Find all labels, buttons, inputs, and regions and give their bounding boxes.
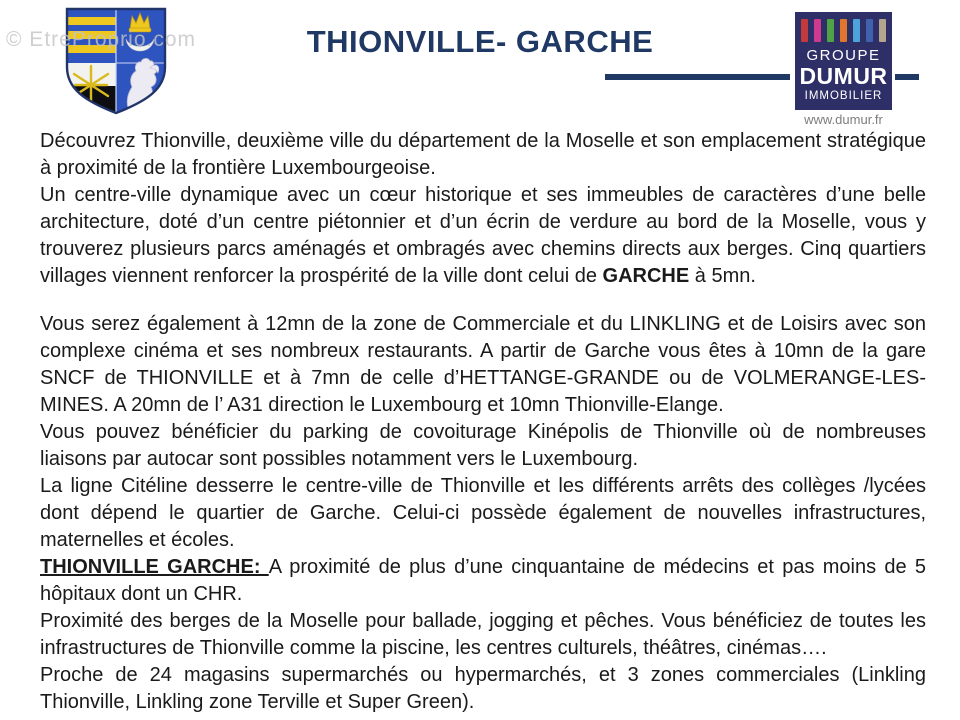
text-run: THIONVILLE GARCHE: bbox=[40, 556, 269, 578]
logo-color-bars bbox=[801, 19, 886, 42]
text-run: A proximité de plus d’une cinquantaine de médecins et pas moins de 5 hôpitaux dont un CHR. bbox=[40, 556, 926, 605]
logo-color-bar bbox=[840, 19, 847, 42]
text-run: Vous serez également à 12mn de la zone de Commerciale et du LINKLING et de Loisirs avec son complexe cinéma et ses nombreux restaurants. A partir de Garche vous êtes à 10mn de la gare SNCF de THIONVILLE et à 7mn de celle d’HETTANGE-GRANDE ou de VOLMERANGE-LES-MINES. A 20mn de l’ A31 direction le Luxembourg et 10mn Thionville-Elange. bbox=[40, 313, 926, 416]
body-paragraph bbox=[40, 662, 926, 716]
logo-color-bar bbox=[814, 19, 821, 42]
header-rule-left bbox=[605, 74, 790, 80]
logo-website-url: www.dumur.fr bbox=[804, 112, 883, 127]
logo-sector-label: IMMOBILIER bbox=[804, 90, 883, 102]
text-run: à 5mn. bbox=[689, 265, 756, 287]
body-paragraph bbox=[40, 608, 926, 662]
text-run: Proche de 24 magasins supermarchés ou hypermarchés, et 3 zones commerciales (Linkling Thionville, Linkling zone Terville et Super Green). bbox=[40, 664, 926, 713]
logo-color-bar bbox=[853, 19, 860, 42]
logo-brand-label: DUMUR bbox=[799, 63, 888, 89]
logo-color-bar bbox=[827, 19, 834, 42]
body-paragraph bbox=[40, 554, 926, 608]
paragraph-spacer bbox=[40, 290, 926, 311]
description-text bbox=[40, 128, 926, 716]
text-run: Proximité des berges de la Moselle pour ballade, jogging et pêches. Vous bénéficiez de toutes les infrastructures de Thionville comme la piscine, les centres culturels, théâtres, cinémas…. bbox=[40, 610, 926, 659]
header-rule-right bbox=[895, 74, 919, 80]
text-run: La ligne Citéline desserre le centre-ville de Thionville et les différents arrêts des collèges /lycées dont dépend le quartier de Garche. Celui-ci possède également de nouvelles infrastructures, maternelles et écoles. bbox=[40, 475, 926, 551]
body-paragraph bbox=[40, 311, 926, 419]
page-title: THIONVILLE- GARCHE bbox=[306, 24, 654, 59]
body-paragraph bbox=[40, 128, 926, 182]
logo-color-bar bbox=[801, 19, 808, 42]
text-run: GARCHE bbox=[602, 265, 690, 287]
text-run: Vous pouvez bénéficier du parking de covoiturage Kinépolis de Thionville où de nombreuses liaisons par autocar sont possibles notamment vers le Luxembourg. bbox=[40, 421, 926, 470]
body-paragraph bbox=[40, 182, 926, 290]
body-paragraph bbox=[40, 473, 926, 554]
watermark: © EtreProprio.com bbox=[6, 28, 197, 51]
body-paragraph bbox=[40, 419, 926, 473]
logo-color-bar bbox=[866, 19, 873, 42]
logo-color-bar bbox=[879, 19, 886, 42]
thionville-coat-of-arms-icon bbox=[62, 5, 170, 118]
groupe-dumur-logo bbox=[795, 12, 892, 110]
text-run: Découvrez Thionville, deuxième ville du département de la Moselle et son emplacement stratégique à proximité de la frontière Luxembourgeoise. bbox=[40, 130, 926, 179]
logo-group-label: GROUPE bbox=[806, 47, 881, 64]
text-run: Un centre-ville dynamique avec un cœur historique et ses immeubles de caractères d’une belle architecture, doté d’un centre piétonnier et d’un écrin de verdure au bord de la Moselle, vous y trouverez plusieurs parcs aménagés et ombragés avec chemins directs aux berges. Cinq quartiers villages viennent renforcer la prospérité de la ville dont celui de bbox=[40, 184, 926, 287]
